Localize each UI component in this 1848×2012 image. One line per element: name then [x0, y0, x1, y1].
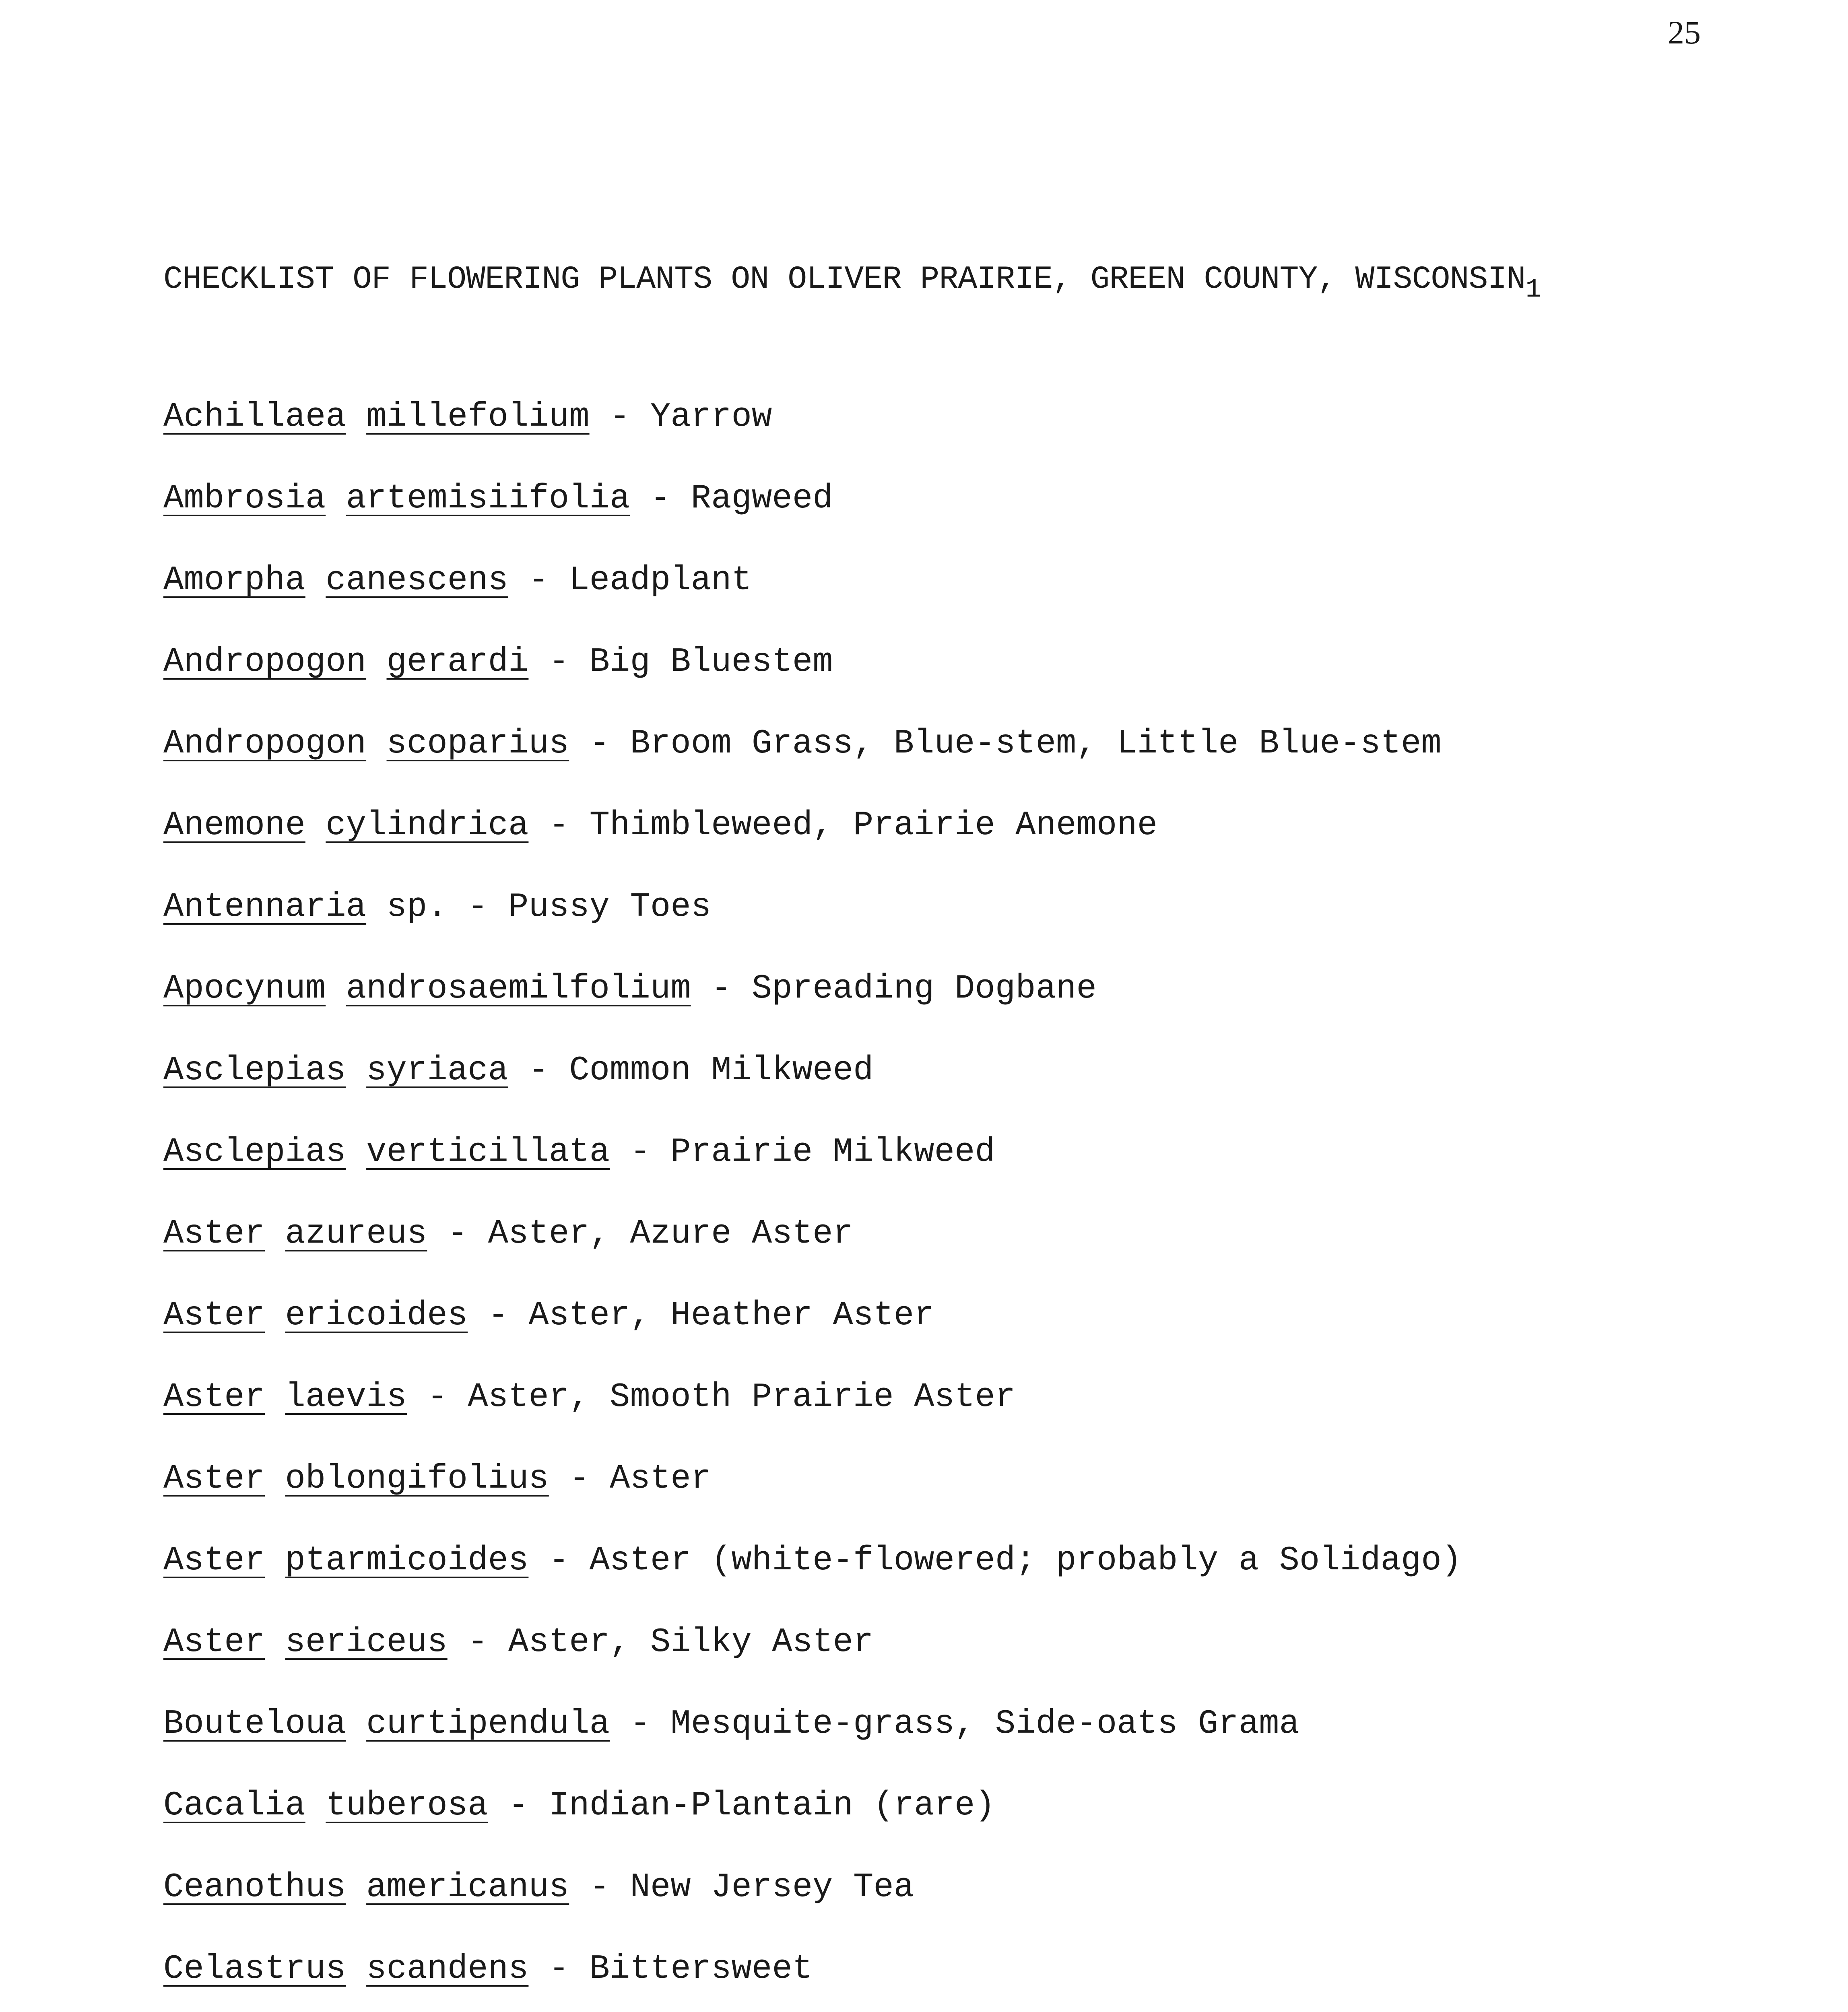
- plant-entry: [163, 1789, 1701, 1871]
- genus: Bouteloua: [163, 1705, 346, 1743]
- common-name: Indian-Plantain (rare): [549, 1787, 995, 1825]
- common-name: Spreading Dogbane: [751, 970, 1097, 1008]
- separator: -: [569, 1460, 590, 1498]
- species: americanus: [366, 1868, 569, 1907]
- separator: -: [528, 561, 549, 600]
- plant-entry: [163, 1868, 1701, 1952]
- plant-entry: [163, 727, 1701, 809]
- common-name: Pussy Toes: [508, 888, 712, 926]
- separator: -: [528, 1051, 549, 1090]
- genus: Aster: [163, 1623, 265, 1662]
- plant-entry: [163, 561, 1701, 645]
- page-title: [163, 261, 1701, 305]
- plant-entry: [163, 1462, 1701, 1544]
- genus: Ceanothus: [163, 1868, 346, 1907]
- plant-entry: [163, 1051, 1701, 1136]
- common-name: Aster (white-flowered; probably a Solidago): [589, 1542, 1462, 1580]
- species: scandens: [366, 1950, 529, 1988]
- separator: -: [630, 1705, 650, 1743]
- separator: -: [630, 1133, 650, 1171]
- genus: Aster: [163, 1460, 265, 1498]
- species: canescens: [326, 561, 508, 600]
- plant-list: [163, 400, 1701, 2012]
- common-name: New Jersey Tea: [630, 1868, 914, 1907]
- genus: Cacalia: [163, 1787, 305, 1825]
- separator: -: [711, 970, 732, 1008]
- species: scoparius: [386, 725, 569, 763]
- genus: Celastrus: [163, 1950, 346, 1988]
- common-name: Prairie Milkweed: [670, 1133, 995, 1171]
- genus: Asclepias: [163, 1051, 346, 1090]
- species: tuberosa: [326, 1787, 488, 1825]
- page-number: 25: [1668, 14, 1701, 51]
- common-name: Aster, Smooth Prairie Aster: [468, 1378, 1016, 1416]
- common-name: Yarrow: [650, 398, 772, 436]
- genus: Asclepias: [163, 1133, 346, 1171]
- genus: Ambrosia: [163, 480, 326, 518]
- genus: Andropogon: [163, 643, 367, 681]
- species: sp.: [386, 888, 448, 926]
- common-name: Big Bluestem: [589, 643, 833, 681]
- separator: -: [549, 1950, 569, 1988]
- plant-entry: [163, 1623, 1701, 1707]
- title-text: CHECKLIST OF FLOWERING PLANTS ON OLIVER PRAIRIE, GREEN COUNTY, WISCONSIN: [163, 261, 1526, 298]
- genus: Antennaria: [163, 888, 367, 926]
- species: sericeus: [285, 1623, 448, 1662]
- genus: Andropogon: [163, 725, 367, 763]
- plant-entry: [163, 1133, 1701, 1217]
- species: ptarmicoides: [285, 1542, 529, 1580]
- plant-entry: [163, 1299, 1701, 1381]
- plant-entry: [163, 888, 1701, 972]
- common-name: Aster: [610, 1460, 712, 1498]
- species: artemisiifolia: [346, 480, 630, 518]
- common-name: Common Milkweed: [569, 1051, 874, 1090]
- plant-entry: [163, 1952, 1701, 2012]
- genus: Aster: [163, 1297, 265, 1335]
- species: azureus: [285, 1215, 427, 1253]
- common-name: Bittersweet: [589, 1950, 813, 1988]
- common-name: Aster, Azure Aster: [488, 1215, 853, 1253]
- plant-entry: [163, 972, 1701, 1054]
- plant-entry: [163, 482, 1701, 564]
- common-name: Ragweed: [691, 480, 833, 518]
- separator: -: [468, 888, 488, 926]
- common-name: Broom Grass, Blue-stem, Little Blue-stem: [630, 725, 1442, 763]
- plant-entry: [163, 806, 1701, 891]
- separator: -: [447, 1215, 468, 1253]
- separator: -: [549, 1542, 569, 1580]
- separator: -: [549, 643, 569, 681]
- genus: Amorpha: [163, 561, 305, 600]
- plant-entry: [163, 645, 1701, 727]
- species: gerardi: [386, 643, 529, 681]
- common-name: Leadplant: [569, 561, 752, 600]
- species: ericoides: [285, 1297, 468, 1335]
- genus: Aster: [163, 1378, 265, 1416]
- species: oblongifolius: [285, 1460, 549, 1498]
- plant-entry: [163, 1544, 1701, 1626]
- common-name: Aster, Silky Aster: [508, 1623, 874, 1662]
- species: androsaemilfolium: [346, 970, 691, 1008]
- genus: Aster: [163, 1215, 265, 1253]
- separator: -: [468, 1623, 488, 1662]
- species: curtipendula: [366, 1705, 610, 1743]
- genus: Achillaea: [163, 398, 346, 436]
- separator: -: [488, 1297, 508, 1335]
- common-name: Thimbleweed, Prairie Anemone: [589, 806, 1158, 845]
- title-footnote-marker: 1: [1525, 274, 1542, 305]
- species: verticillata: [366, 1133, 610, 1171]
- common-name: Mesquite-grass, Side-oats Grama: [670, 1705, 1299, 1743]
- separator: -: [549, 806, 569, 845]
- plant-entry: [163, 400, 1701, 482]
- plant-entry: [163, 1378, 1701, 1462]
- genus: Apocynum: [163, 970, 326, 1008]
- species: syriaca: [366, 1051, 508, 1090]
- genus: Anemone: [163, 806, 305, 845]
- separator: -: [610, 398, 630, 436]
- separator: -: [650, 480, 671, 518]
- species: laevis: [285, 1378, 407, 1416]
- separator: -: [589, 725, 610, 763]
- species: millefolium: [366, 398, 590, 436]
- separator: -: [589, 1868, 610, 1907]
- separator: -: [427, 1378, 448, 1416]
- species: cylindrica: [326, 806, 529, 845]
- separator: -: [508, 1787, 529, 1825]
- plant-entry: [163, 1217, 1701, 1299]
- plant-entry: [163, 1707, 1701, 1789]
- genus: Aster: [163, 1542, 265, 1580]
- common-name: Aster, Heather Aster: [528, 1297, 934, 1335]
